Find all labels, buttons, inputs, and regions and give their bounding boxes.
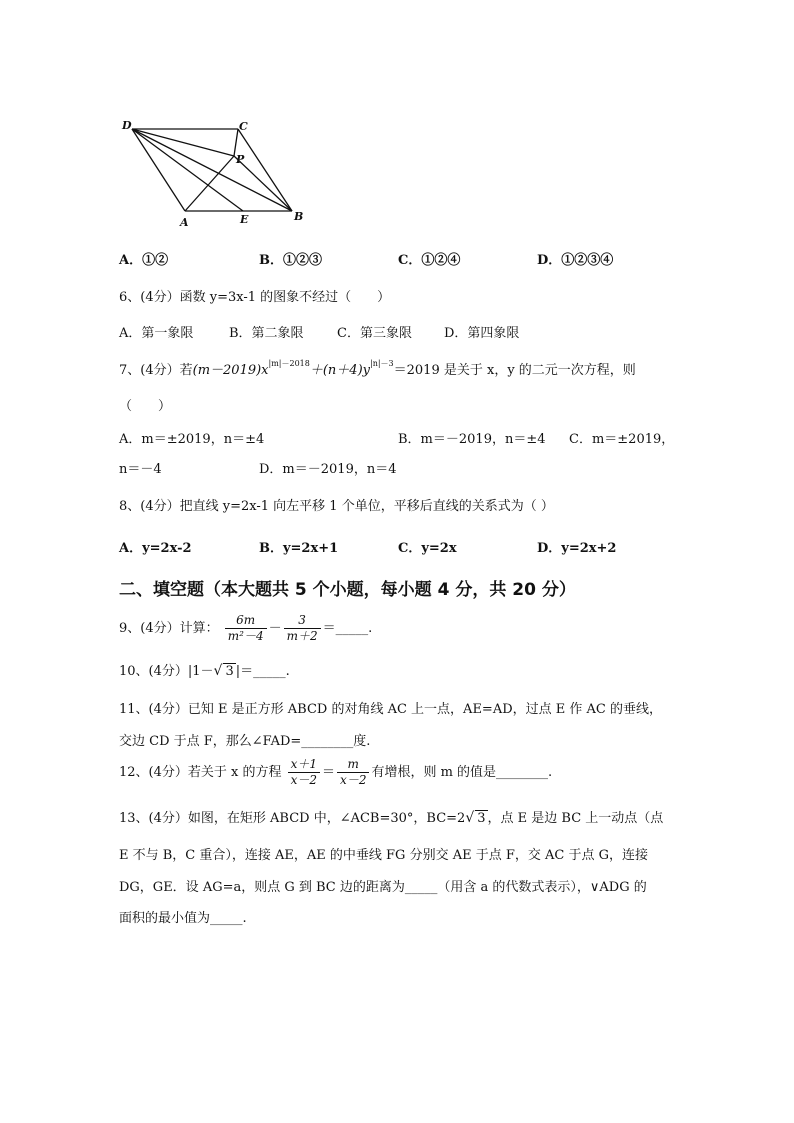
q7-stem <box>119 359 636 378</box>
q13-line-1-a: 13、(4分）如图，在矩形 ABCD 中，∠ACB=30°，BC=2 <box>119 811 466 826</box>
q7-prefix: 7、(4分）若 <box>119 363 193 378</box>
q7-rest: ＝2019 是关于 x，y 的二元一次方程，则 <box>393 363 636 378</box>
q12 <box>119 755 552 791</box>
label-P: P <box>236 153 245 166</box>
q12-f2-denominator: x－2 <box>340 773 367 787</box>
q7-m-term: (m－2019)x <box>192 363 269 378</box>
q9-fraction-2 <box>284 613 321 644</box>
q5-option-c: C．①②④ <box>398 253 461 268</box>
q10-prefix: 10、(4分）|1－ <box>119 664 214 679</box>
q9 <box>119 611 372 647</box>
q7-paren: （ ） <box>119 399 172 414</box>
q8-option-d: D．y=2x+2 <box>537 541 617 556</box>
q5-option-a: A．①② <box>119 253 169 268</box>
q9-minus: － <box>268 621 282 636</box>
q7-exponent-n: |n|－3 <box>370 359 394 368</box>
q12-f1-denominator: x－2 <box>290 773 318 787</box>
q9-fraction-1 <box>225 613 267 644</box>
q11-line-2: 交边 CD 于点 F，那么∠FAD=________度. <box>119 734 371 749</box>
q12-equals: ＝ <box>322 765 336 780</box>
q7-option-a: A．m＝±2019，n＝±4 <box>119 432 265 447</box>
q5-option-d: D．①②③④ <box>537 253 614 268</box>
q7-option-b: B．m＝－2019，n＝±4 <box>398 432 546 447</box>
q9-f2-numerator: 3 <box>284 613 321 629</box>
q12-f1-numerator: x＋1 <box>288 757 320 773</box>
q5-option-b: B．①②③ <box>259 253 322 268</box>
q6-option-b: B．第二象限 <box>229 326 304 341</box>
q9-f1-denominator: m²－4 <box>227 629 264 643</box>
q9-prefix: 9、(4分）计算： <box>119 621 219 636</box>
q8-stem: 8、(4分）把直线 y=2x-1 向左平移 1 个单位，平移后直线的关系式为（ ） <box>119 499 554 514</box>
q6-option-d: D．第四象限 <box>444 326 520 341</box>
q10: 10、(4分）|1－√ 3 |＝_____. <box>119 663 290 679</box>
q9-f1-numerator: 6m <box>225 613 267 629</box>
q7-option-d: D．m＝－2019，n＝4 <box>259 462 397 477</box>
label-B: B <box>294 210 304 223</box>
q10-radicand: 3 <box>225 664 234 679</box>
q13-line-3: DG，GE．设 AG=a，则点 G 到 BC 边的距离为_____（用含 a 的代数式表示），∨ADG 的 <box>119 880 647 895</box>
q10-suffix: |＝_____. <box>235 664 290 679</box>
q7-option-c: C．m＝±2019， <box>569 432 675 447</box>
q13-line-4: 面积的最小值为_____. <box>119 911 247 926</box>
q8-option-a: A．y=2x-2 <box>119 541 192 556</box>
q9-f2-denominator: m＋2 <box>286 629 318 643</box>
q8-option-c: C．y=2x <box>398 541 457 556</box>
q13-radicand: 3 <box>477 811 486 826</box>
q13-line-1-b: ，点 E 是边 BC 上一动点（点 <box>487 811 664 826</box>
q12-fraction-1 <box>288 757 320 788</box>
q6-stem: 6、(4分）函数 y=3x-1 的图象不经过（ ） <box>119 290 391 305</box>
label-A: A <box>180 216 189 229</box>
q6-option-c: C．第三象限 <box>337 326 412 341</box>
q7-n-term: ＋(n＋4)y <box>309 363 370 378</box>
q6-option-a: A．第一象限 <box>119 326 194 341</box>
q7-exponent-m: |m|－2018 <box>268 359 310 368</box>
q7-option-c-cont: n＝－4 <box>119 462 162 477</box>
q9-suffix: ＝_____. <box>322 621 373 636</box>
q12-fraction-2 <box>337 757 369 788</box>
section-heading: 二、填空题（本大题共 5 个小题，每小题 4 分，共 20 分） <box>119 580 576 600</box>
q8-option-b: B．y=2x+1 <box>259 541 339 556</box>
label-D: D <box>122 119 132 132</box>
label-E: E <box>240 213 249 226</box>
q13-line-2: E 不与 B，C 重合），连接 AE，AE 的中垂线 FG 分别交 AE 于点 F，交 AC 于点 G，连接 <box>119 848 648 863</box>
q12-suffix: 有增根，则 m 的值是________. <box>371 765 553 780</box>
q13-line-1: 13、(4分）如图，在矩形 ABCD 中，∠ACB=30°，BC=2√ 3 ，点 E 是边 BC 上一动点（点 <box>119 810 664 826</box>
q12-f2-numerator: m <box>337 757 369 773</box>
q11-line-1: 11、(4分）已知 E 是正方形 ABCD 的对角线 AC 上一点，AE=AD，过点 E 作 AC 的垂线， <box>119 702 662 717</box>
label-C: C <box>239 120 248 133</box>
q12-prefix: 12、(4分）若关于 x 的方程 <box>119 765 282 780</box>
parallelogram-figure <box>110 110 320 235</box>
